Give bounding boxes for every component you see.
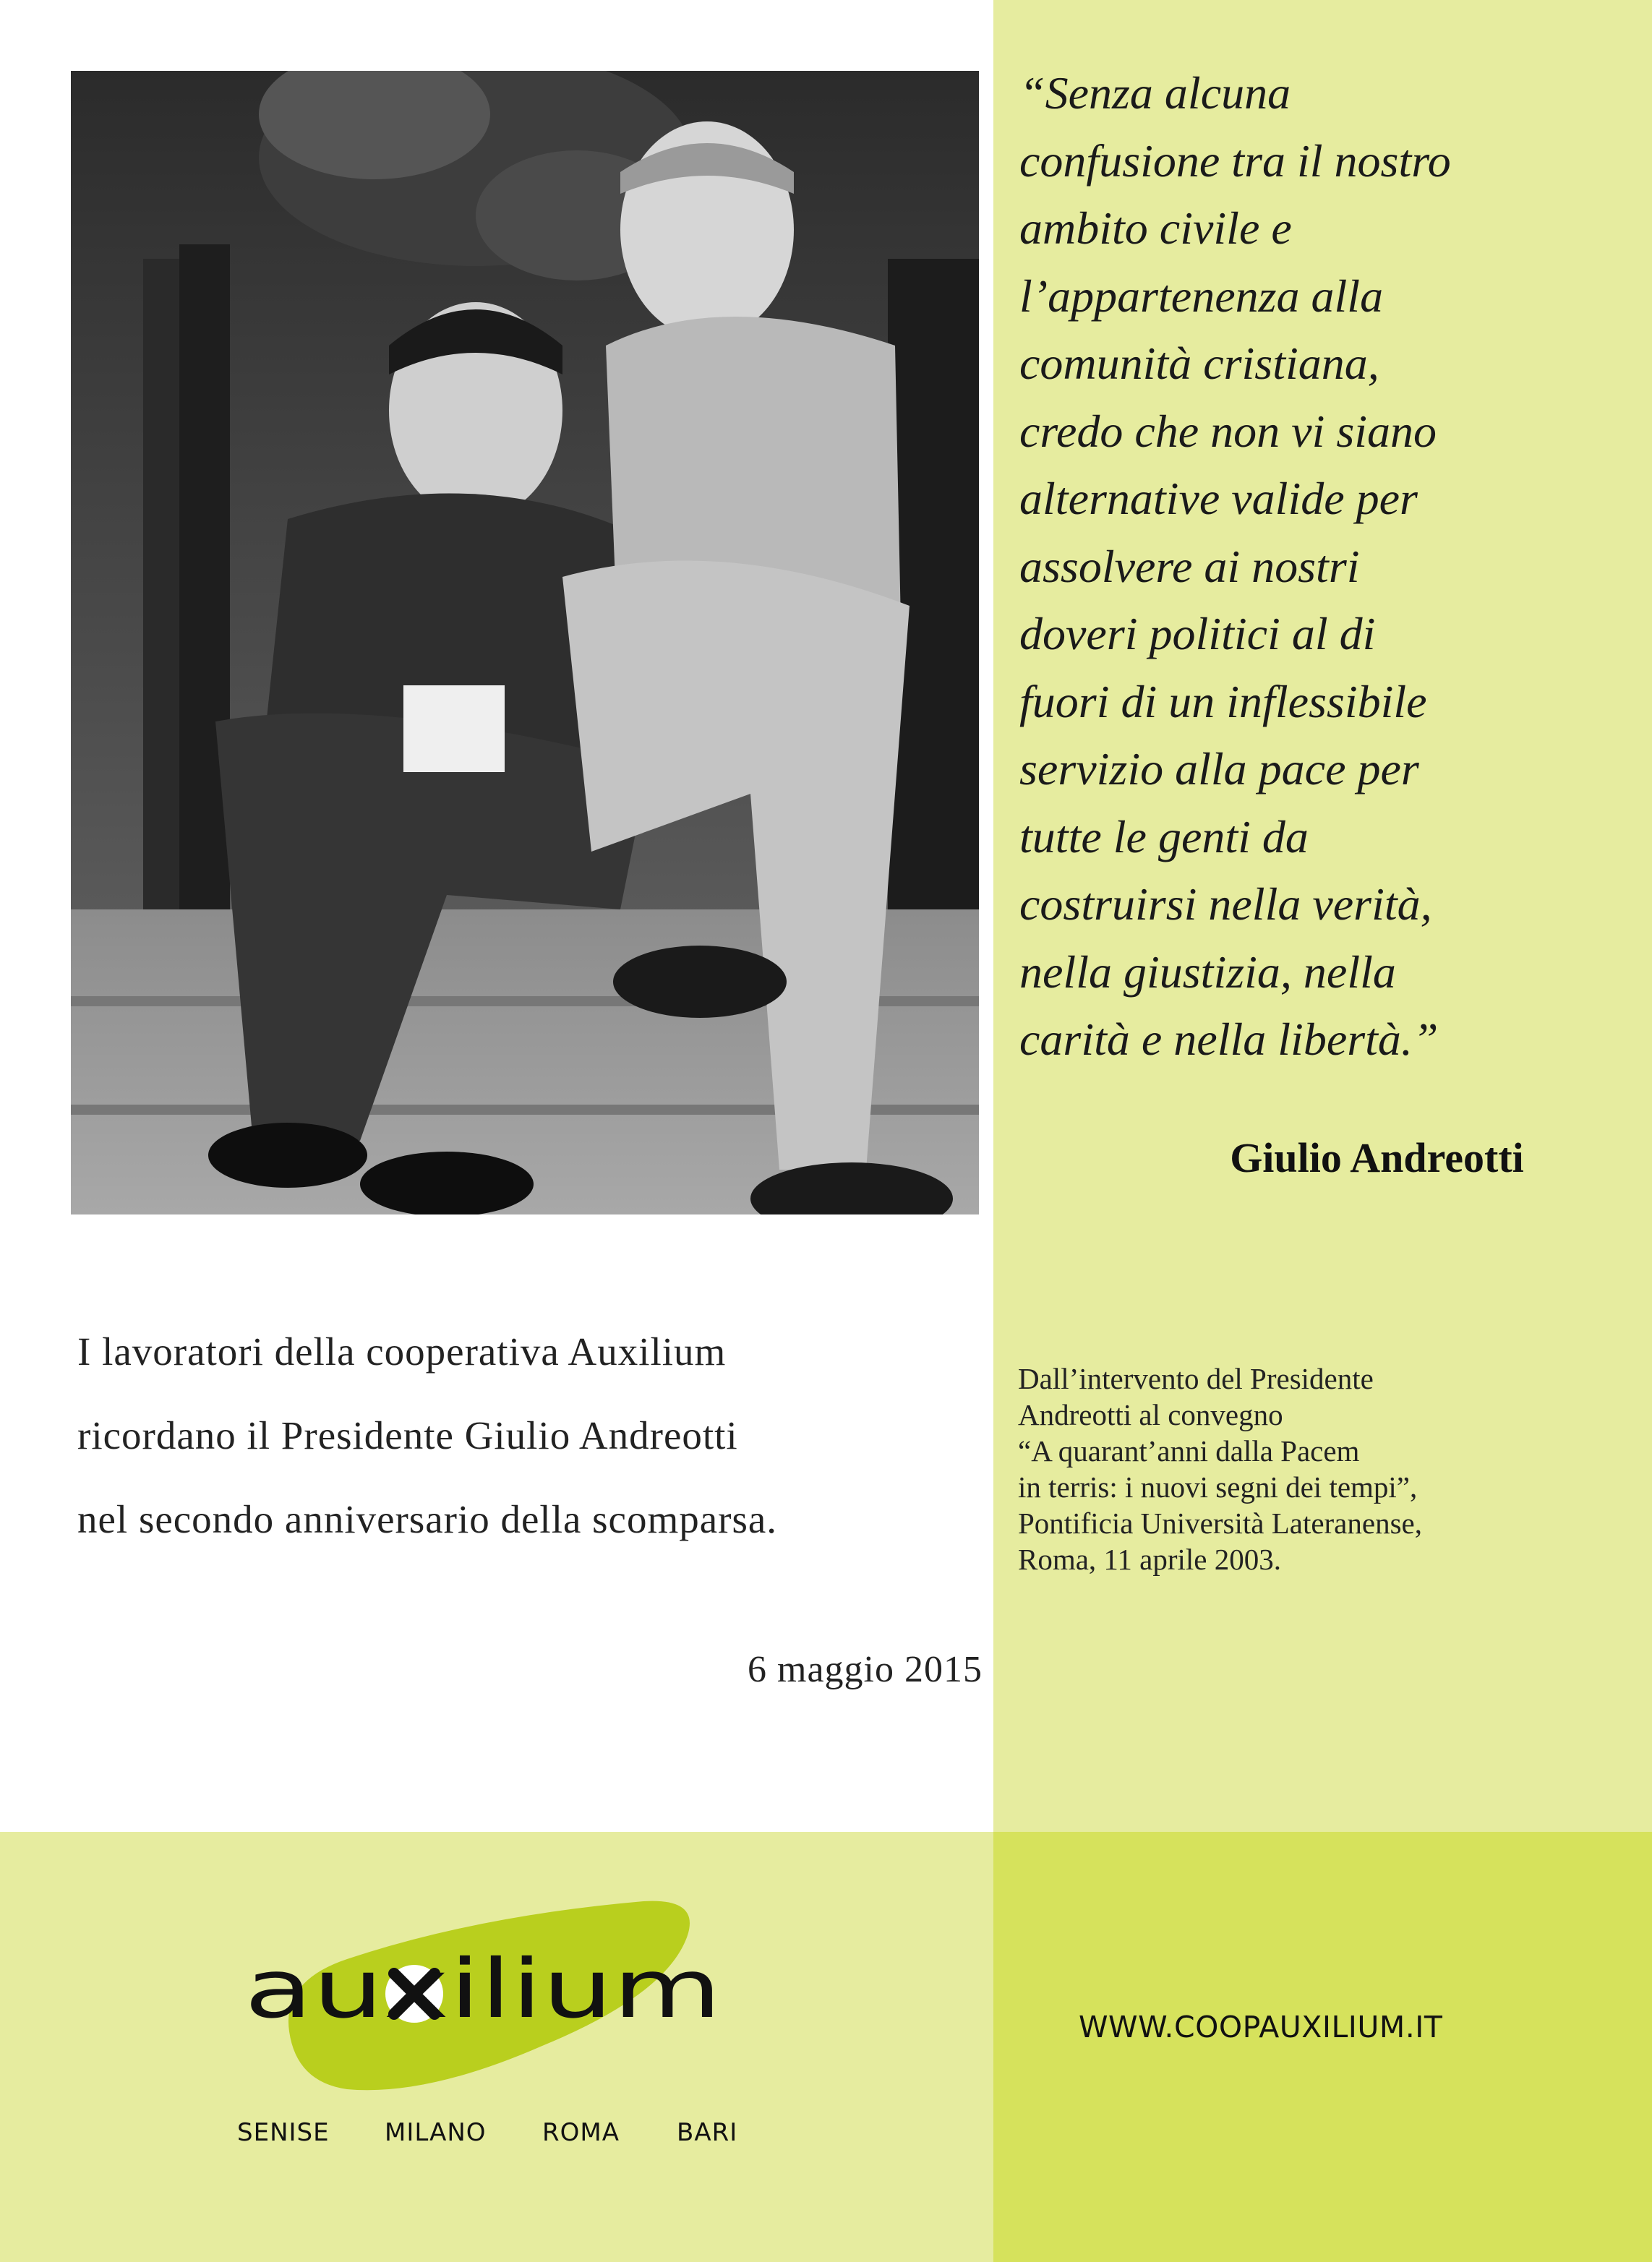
quote-line: nella giustizia, nella bbox=[1019, 946, 1396, 998]
memorial-line: ricordano il Presidente Giulio Andreotti bbox=[77, 1413, 738, 1457]
city-milano: MILANO bbox=[385, 2118, 487, 2147]
quote-line: “Senza alcuna bbox=[1019, 67, 1291, 119]
memorial-line: nel secondo anniversario della scomparsa. bbox=[77, 1497, 778, 1541]
quote-line: comunità cristiana, bbox=[1019, 338, 1379, 389]
quote-line: tutte le genti da bbox=[1019, 810, 1309, 862]
source-line: Andreotti al convegno bbox=[1018, 1398, 1283, 1431]
source-line: Dall’intervento del Presidente bbox=[1018, 1362, 1374, 1395]
quote-line: assolvere ai nostri bbox=[1019, 540, 1360, 592]
quote-line: ambito civile e bbox=[1019, 202, 1292, 254]
city-senise: SENISE bbox=[237, 2118, 330, 2147]
memorial-line: I lavoratori della cooperativa Auxilium bbox=[77, 1329, 727, 1374]
city-roma: ROMA bbox=[542, 2118, 620, 2147]
photo-illustration bbox=[71, 71, 979, 1214]
source-line: Pontificia Università Lateranense, bbox=[1018, 1507, 1422, 1540]
auxilium-logo bbox=[239, 1894, 730, 2096]
quote-line: l’appartenenza alla bbox=[1019, 270, 1384, 322]
quote-source bbox=[1018, 1361, 1422, 1577]
quote-line: costruirsi nella verità, bbox=[1019, 878, 1432, 930]
source-line: in terris: i nuovi segni dei tempi”, bbox=[1018, 1470, 1418, 1504]
historic-photo bbox=[71, 71, 979, 1214]
quote-author: Giulio Andreotti bbox=[1230, 1134, 1524, 1181]
quote-line: confusione tra il nostro bbox=[1019, 134, 1451, 187]
footer-right-band bbox=[993, 1832, 1652, 2262]
auxilium-logo-graphic bbox=[239, 1894, 730, 2096]
quote-line: credo che non vi siano bbox=[1019, 405, 1437, 457]
quote-line: carità e nella libertà.” bbox=[1019, 1014, 1439, 1065]
source-line: “A quarant’anni dalla Pacem bbox=[1018, 1434, 1360, 1468]
quote-text bbox=[1019, 59, 1641, 1074]
source-line: Roma, 11 aprile 2003. bbox=[1018, 1543, 1281, 1576]
memorial-text bbox=[77, 1310, 777, 1561]
quote-line: servizio alla pace per bbox=[1019, 743, 1419, 794]
quote-line: alternative valide per bbox=[1019, 473, 1418, 524]
memorial-date: 6 maggio 2015 bbox=[748, 1649, 983, 1690]
quote-line: fuori di un inflessibile bbox=[1019, 675, 1427, 727]
quote-line: doveri politici al di bbox=[1019, 608, 1376, 659]
logo-wordmark: auxilium bbox=[244, 1942, 722, 2036]
city-bari: BARI bbox=[677, 2118, 738, 2147]
website-link[interactable]: WWW.COOPAUXILIUM.IT bbox=[1079, 2010, 1443, 2044]
